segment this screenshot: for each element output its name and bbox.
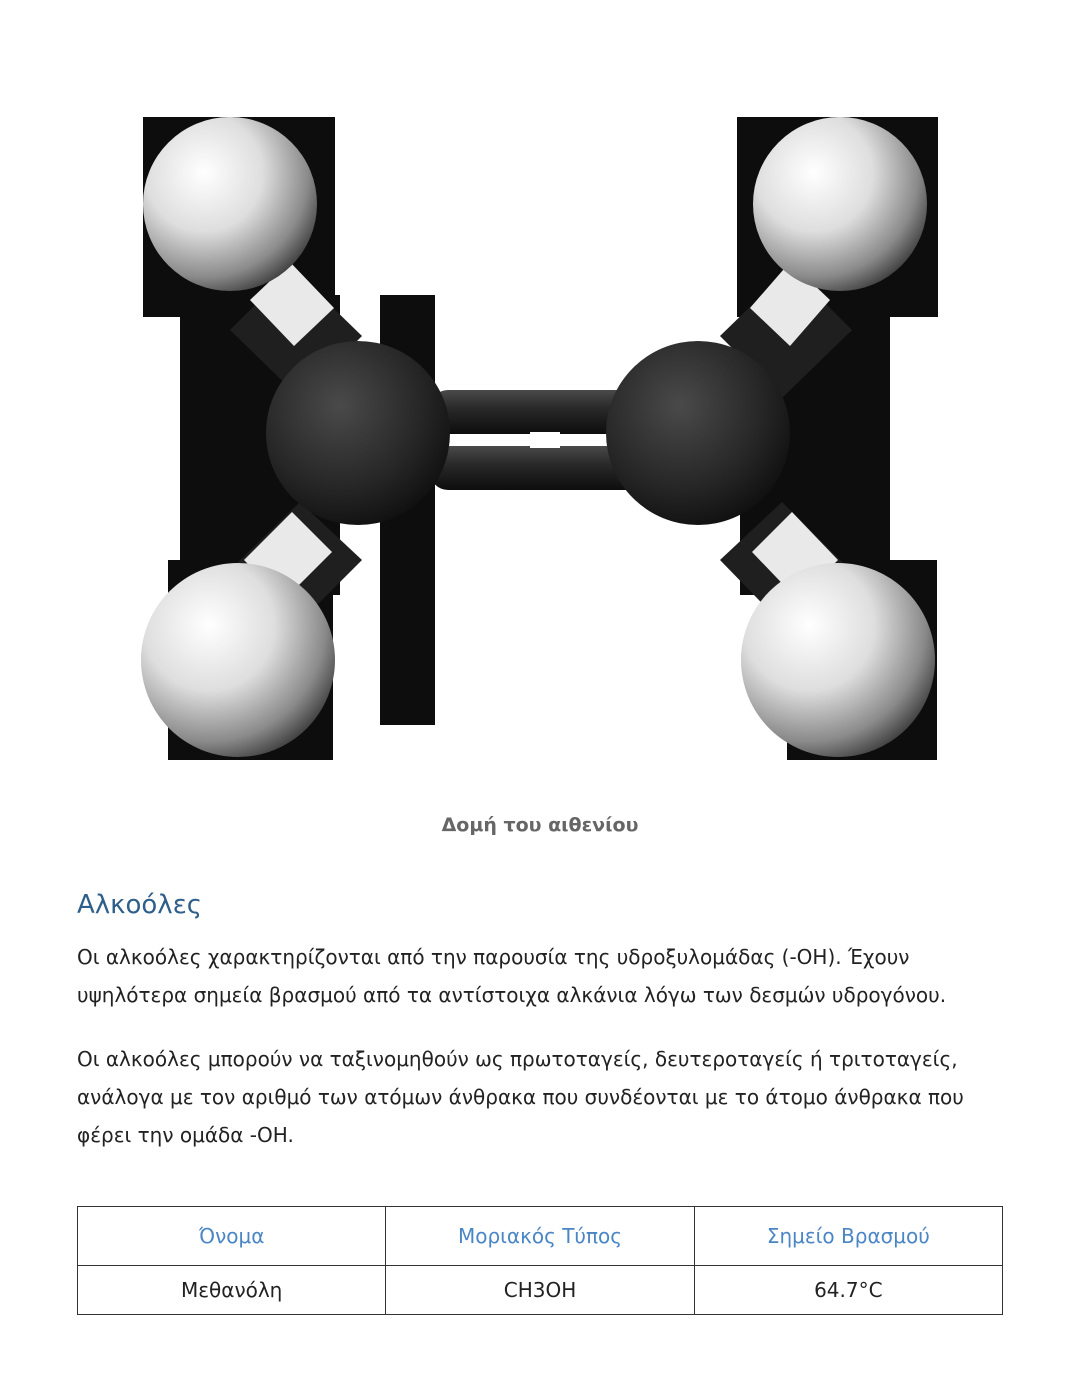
cell-formula: CH3OH [386, 1266, 694, 1315]
carbon-atom-left [266, 341, 450, 525]
hydrogen-atom-bottom-left [141, 563, 335, 757]
paragraph-classification: Οι αλκοόλες μπορούν να ταξινομηθούν ως πρωτοταγείς, δευτεροταγείς ή τριτοταγείς, ανάλογα με τον αριθμό των ατόμων άνθρακα που συνδέονται με το άτομο άνθρακα που φέρει την ομάδα -OH. [77, 1047, 964, 1147]
alcohols-table [77, 1206, 1003, 1315]
section-heading: Αλκοόλες [77, 890, 203, 920]
column-header-name: Όνομα [78, 1207, 386, 1266]
column-header-formula: Μοριακός Τύπος [386, 1207, 694, 1266]
hydrogen-atom-bottom-right [741, 563, 935, 757]
column-header-boiling-point: Σημείο Βρασμού [694, 1207, 1002, 1266]
figure-caption: Δομή του αιθενίου [441, 814, 639, 836]
table-header-row [78, 1207, 1003, 1266]
cell-name: Μεθανόλη [78, 1266, 386, 1315]
carbon-atom-right [606, 341, 790, 525]
hydrogen-atom-top-right [753, 117, 927, 291]
table-row [78, 1266, 1003, 1315]
cell-boiling-point: 64.7°C [694, 1266, 1002, 1315]
hydrogen-atom-top-left [143, 117, 317, 291]
paragraph-intro: Οι αλκοόλες χαρακτηρίζονται από την παρουσία της υδροξυλομάδας (-OH). Έχουν υψηλότερα σημεία βρασμού από τα αντίστοιχα αλκάνια λόγω των δεσμών υδρογόνου. [77, 945, 947, 1007]
